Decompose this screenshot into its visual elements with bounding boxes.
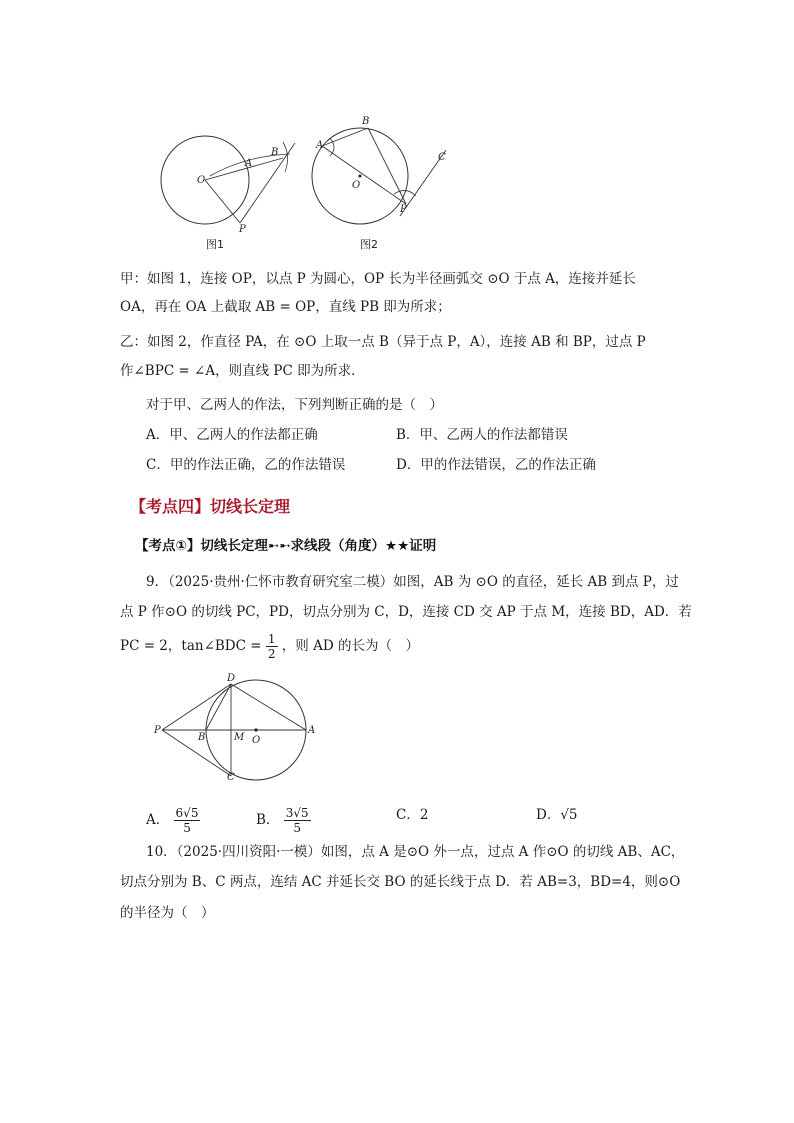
figure-2-caption: 图2 <box>360 238 378 251</box>
figure-2 <box>308 112 458 237</box>
q9-option-b-den: 5 <box>293 821 301 835</box>
q9-line3-b: ，则 AD 的长为（ ） <box>281 638 419 654</box>
fig2-label-b: B <box>362 116 370 127</box>
q9-option-a-den: 5 <box>183 821 191 835</box>
q9-option-b <box>256 806 311 835</box>
q8-stem: 对于甲、乙两人的作法，下列判断正确的是（ ） <box>146 397 443 413</box>
q9-label-d: D <box>227 673 236 684</box>
q9-option-a <box>146 806 200 835</box>
fig2-label-o: O <box>352 180 361 191</box>
q9-option-a-num: 6√5 <box>175 806 199 820</box>
q9-frac-num: 1 <box>267 632 276 646</box>
fig2-label-a: A <box>316 140 324 151</box>
q9-line1: 9．（2025·贵州·仁怀市教育研究室二模）如图，AB 为 ⊙O 的直径，延长 AB 到点 P，过 <box>146 574 679 590</box>
q9-option-b-frac <box>284 806 311 835</box>
q9-label-a: A <box>308 725 316 736</box>
q10-line2: 切点分别为 B、C 两点，连结 AC 并延长交 BO 的延长线于点 D．若 AB=3，BD=4，则⊙O <box>120 874 681 890</box>
q8-option-a: A．甲、乙两人的作法都正确 <box>146 427 318 443</box>
q9-option-c-value: 2 <box>419 807 429 823</box>
figure-1 <box>155 128 305 238</box>
q9-option-a-label: A． <box>146 812 170 828</box>
q8-jia-line1: 甲：如图 1，连接 OP，以点 P 为圆心，OP 长为半径画弧交 ⊙O 于点 A，连接并延长 <box>120 271 636 287</box>
fig1-label-o: O <box>197 175 206 186</box>
q8-option-b: B．甲、乙两人的作法都错误 <box>396 427 568 443</box>
q10-line1: 10．（2025·四川资阳·一模）如图，点 A 是⊙O 外一点，过点 A 作⊙O 的切线 AB、AC， <box>146 844 685 860</box>
q10-line3: 的半径为（ ） <box>120 905 215 921</box>
q8-yi-line1: 乙：如图 2，作直径 PA，在 ⊙O 上取一点 B（异于点 P，A），连接 AB 和 BP，过点 P <box>120 334 646 350</box>
fig1-label-b: B <box>271 147 279 158</box>
q9-option-b-label: B． <box>256 812 280 828</box>
figure-q9 <box>150 670 325 782</box>
q8-yi-line2: 作∠BPC = ∠A，则直线 PC 即为所求． <box>120 363 365 379</box>
q9-label-m: M <box>234 732 245 743</box>
q9-line3 <box>120 632 419 661</box>
q9-option-c <box>396 806 428 824</box>
q9-option-d <box>536 806 578 824</box>
q9-frac-den: 2 <box>267 647 276 661</box>
fig1-label-p: P <box>239 224 246 235</box>
q9-fraction <box>266 632 278 661</box>
section-title: 【考点四】切线长定理 <box>130 497 291 516</box>
fig2-label-c: C <box>438 152 446 163</box>
q9-option-d-label: D． <box>536 807 561 823</box>
section-subtitle: 【考点①】切线长定理➸➸求线段（角度）★★证明 <box>135 538 437 554</box>
q9-line3-a: PC = 2，tan∠BDC = <box>120 638 262 654</box>
figure-1-caption: 图1 <box>206 238 224 251</box>
q9-option-b-num: 3√5 <box>285 806 309 820</box>
q8-option-d: D．甲的作法错误，乙的作法正确 <box>396 457 596 473</box>
q9-label-o: O <box>252 735 261 746</box>
q9-option-a-frac <box>174 806 201 835</box>
q9-label-p: P <box>154 725 161 736</box>
q9-option-c-label: C． <box>396 807 420 823</box>
q9-line2: 点 P 作⊙O 的切线 PC，PD，切点分别为 C，D，连接 CD 交 AP 于点 M，连接 BD，AD．若 <box>120 604 692 620</box>
q9-label-c: C <box>227 772 235 782</box>
q9-option-d-value: √5 <box>560 807 578 823</box>
q8-jia-line2: OA，再在 OA 上截取 AB = OP，直线 PB 即为所求； <box>120 299 451 315</box>
fig2-label-p: P <box>400 204 407 215</box>
q8-option-c: C．甲的作法正确，乙的作法错误 <box>146 457 346 473</box>
q9-label-b: B <box>198 732 206 743</box>
fig1-label-a: A <box>245 158 253 169</box>
